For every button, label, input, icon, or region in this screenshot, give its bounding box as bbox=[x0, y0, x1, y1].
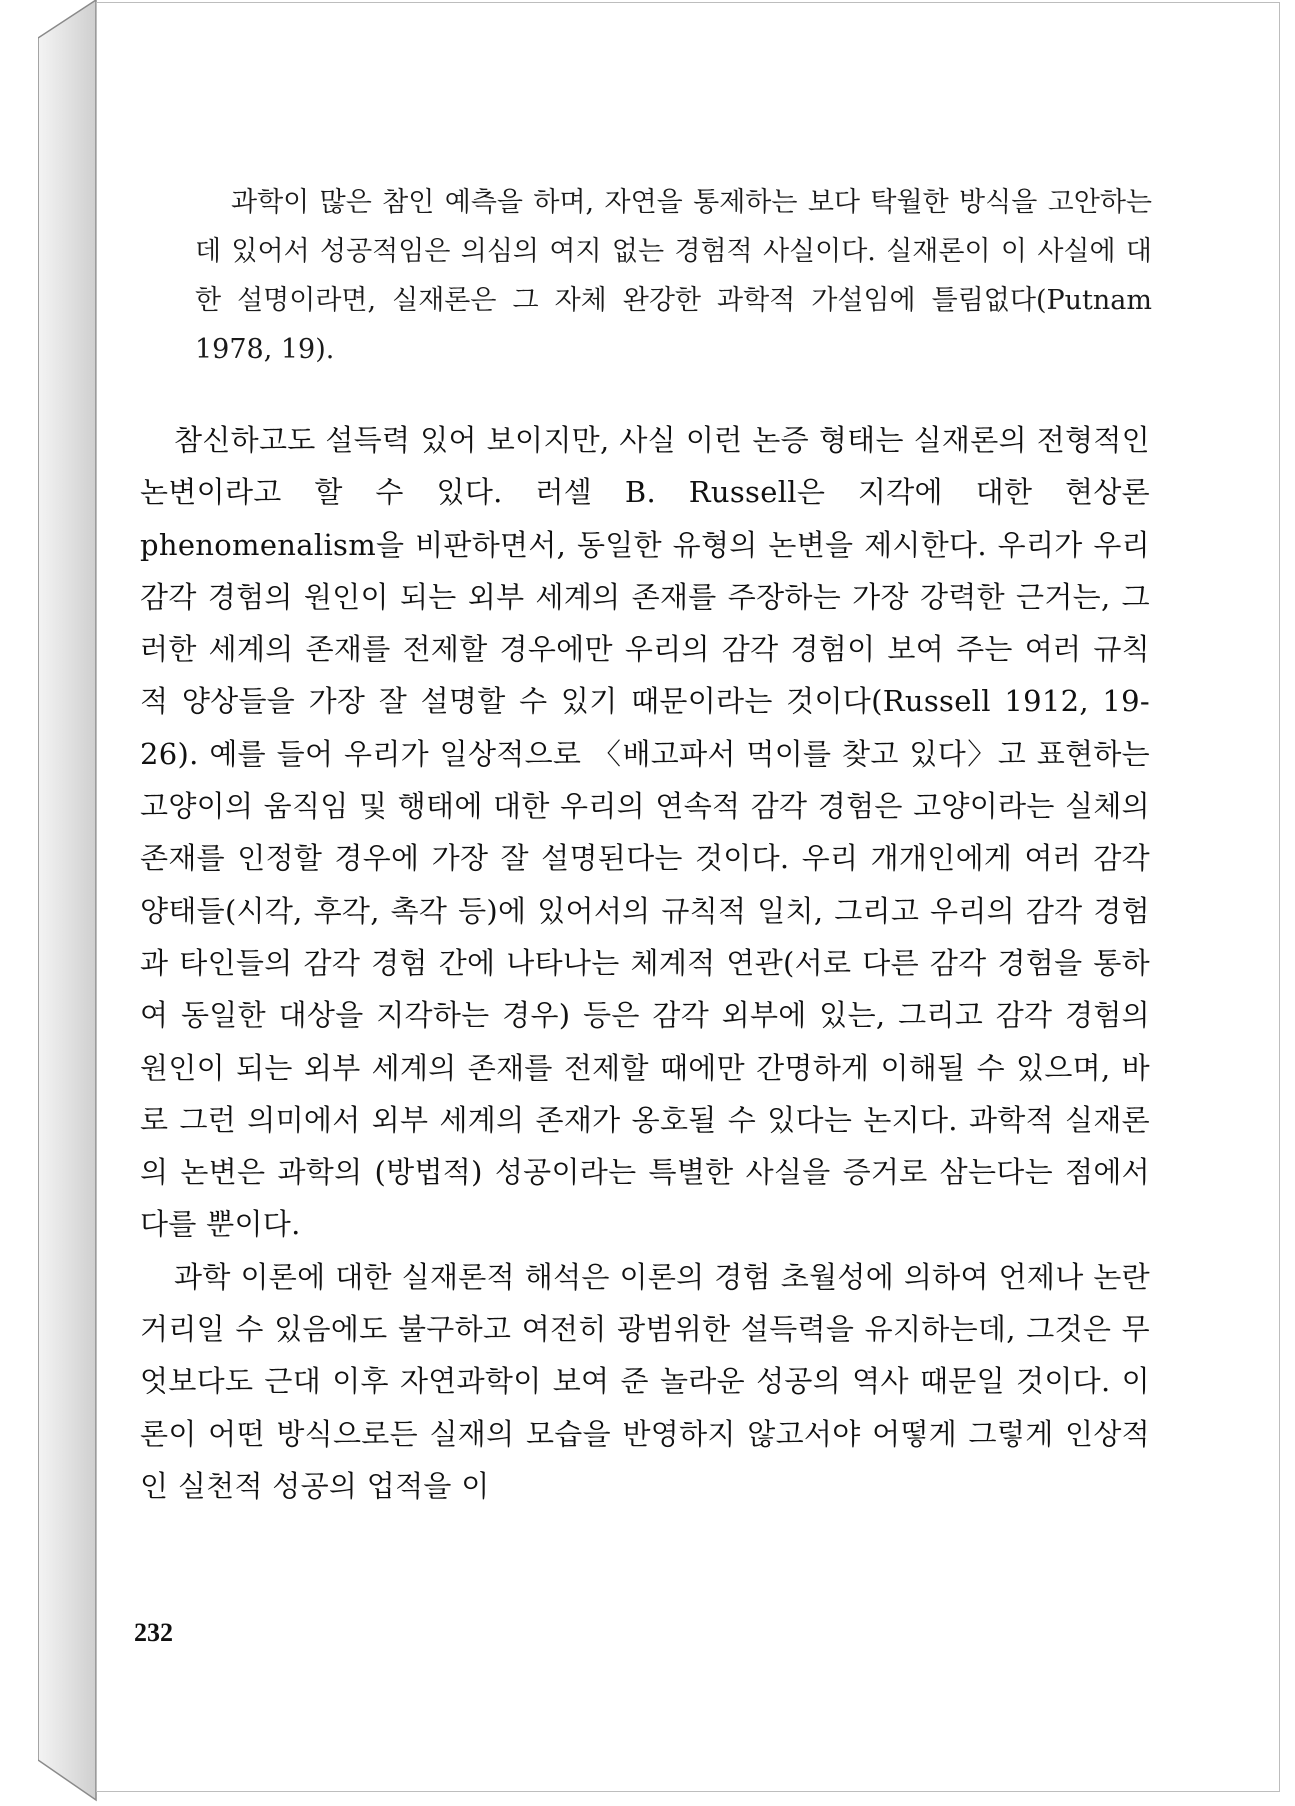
quote-paragraph: 과학이 많은 참인 예측을 하며, 자연을 통제하는 보다 탁월한 방식을 고안하는 데 있어서 성공적임은 의심의 여지 없는 경험적 사실이다. 실재론이 이 사실에 대한 설명이라면, 실재론은 그 자체 완강한 과학적 가설임에 틀림없다(Putnam 1978, 19). bbox=[195, 187, 1152, 365]
body-paragraph-1: 참신하고도 설득력 있어 보이지만, 사실 이런 논증 형태는 실재론의 전형적인 논변이라고 할 수 있다. 러셀 B. Russell은 지각에 대한 현상론 phenomenalism을 비판하면서, 동일한 유형의 논변을 제시한다. 우리가 우리 감각 경험의 원인이 되는 외부 세계의 존재를 주장하는 가장 강력한 근거는, 그러한 세계의 존재를 전제할 경우에만 우리의 감각 경험이 보여 주는 여러 규칙적 양상들을 가장 잘 설명할 수 있기 때문이라는 것이다(Russell 1912, 19-26). 예를 들어 우리가 일상적으로 〈배고파서 먹이를 찾고 있다〉고 표현하는 고양이의 움직임 및 행태에 대한 우리의 연속적 감각 경험은 고양이라는 실체의 존재를 인정할 경우에 가장 잘 설명된다는 것이다. 우리 개개인에게 여러 감각 양태들(시각, 후각, 촉각 등)에 있어서의 규칙적 일치, 그리고 우리의 감각 경험과 타인들의 감각 경험 간에 나타나는 체계적 연관(서로 다른 감각 경험을 통하여 동일한 대상을 지각하는 경우) 등은 감각 외부에 있는, 그리고 감각 경험의 원인이 되는 외부 세계의 존재를 전제할 때에만 간명하게 이해될 수 있으며, 바로 그런 의미에서 외부 세계의 존재가 옹호될 수 있다는 논지다. 과학적 실재론의 논변은 과학의 (방법적) 성공이라는 특별한 사실을 증거로 삼는다는 점에서 다를 뿐이다. bbox=[140, 423, 1150, 1242]
block-quote bbox=[162, 178, 1152, 374]
body-text bbox=[140, 414, 1150, 1512]
body-paragraph-2: 과학 이론에 대한 실재론적 해석은 이론의 경험 초월성에 의하여 언제나 논란거리일 수 있음에도 불구하고 여전히 광범위한 설득력을 유지하는데, 그것은 무엇보다도 근대 이후 자연과학이 보여 준 놀라운 성공의 역사 때문일 것이다. 이론이 어떤 방식으로든 실재의 모습을 반영하지 않고서야 어떻게 그렇게 인상적인 실천적 성공의 업적을 이 bbox=[140, 1259, 1150, 1503]
page-number: 232 bbox=[134, 1618, 173, 1647]
book-spine bbox=[38, 0, 100, 1806]
